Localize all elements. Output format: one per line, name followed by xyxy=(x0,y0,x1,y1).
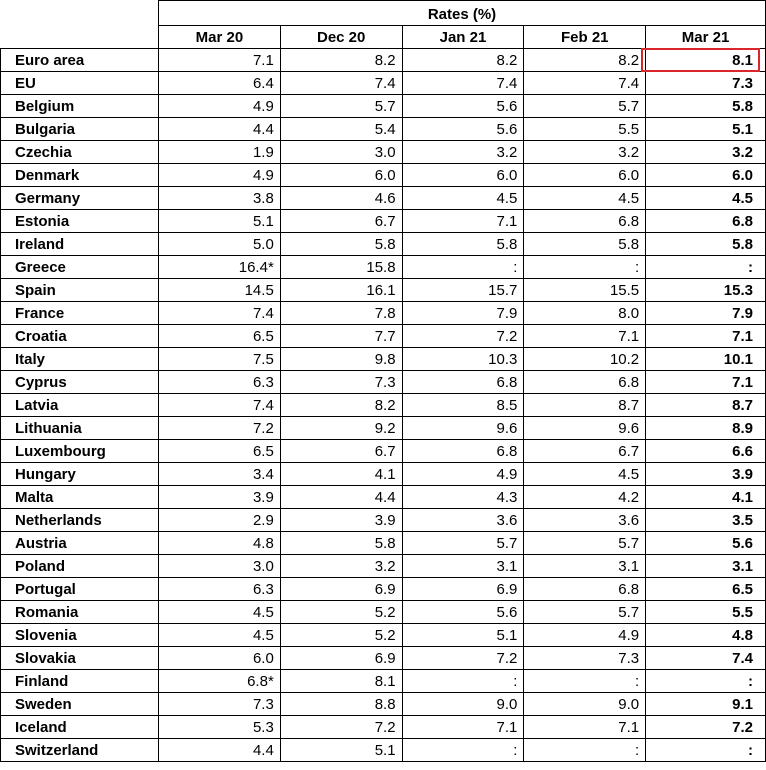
rate-cell: 7.7 xyxy=(280,325,402,348)
rate-cell: : xyxy=(524,670,646,693)
rate-cell: 7.2 xyxy=(646,716,766,739)
rate-cell: 5.1 xyxy=(646,118,766,141)
rate-cell: 3.2 xyxy=(524,141,646,164)
table-row xyxy=(1,670,766,693)
rate-cell: 7.1 xyxy=(524,716,646,739)
country-label: Luxembourg xyxy=(1,440,159,463)
rate-cell: 5.1 xyxy=(402,624,524,647)
table-row xyxy=(1,601,766,624)
rate-cell: 7.3 xyxy=(524,647,646,670)
table-row xyxy=(1,256,766,279)
rate-cell: 6.3 xyxy=(159,578,281,601)
country-label: Malta xyxy=(1,486,159,509)
rate-cell: 7.4 xyxy=(280,72,402,95)
rate-cell: 7.4 xyxy=(646,647,766,670)
rate-cell: 7.1 xyxy=(402,210,524,233)
rate-cell: 2.9 xyxy=(159,509,281,532)
rate-cell: 8.1 xyxy=(280,670,402,693)
rate-cell: 16.1 xyxy=(280,279,402,302)
rate-cell: 4.4 xyxy=(280,486,402,509)
rate-cell: : xyxy=(646,670,766,693)
rate-cell: 6.9 xyxy=(402,578,524,601)
table-row xyxy=(1,72,766,95)
table-row xyxy=(1,739,766,762)
rate-cell: 5.8 xyxy=(646,233,766,256)
rate-cell: 15.5 xyxy=(524,279,646,302)
rate-cell: 7.1 xyxy=(524,325,646,348)
rate-cell: 5.3 xyxy=(159,716,281,739)
table-row xyxy=(1,141,766,164)
country-label: Cyprus xyxy=(1,371,159,394)
rate-cell: 5.8 xyxy=(402,233,524,256)
table-row xyxy=(1,509,766,532)
rate-cell: 8.9 xyxy=(646,417,766,440)
rate-cell: 6.0 xyxy=(646,164,766,187)
rate-cell: 5.8 xyxy=(280,532,402,555)
country-label: Lithuania xyxy=(1,417,159,440)
rate-cell: 5.1 xyxy=(159,210,281,233)
country-label: Euro area xyxy=(1,49,159,72)
rate-cell: 7.1 xyxy=(646,371,766,394)
table-row xyxy=(1,463,766,486)
rate-cell: 4.3 xyxy=(402,486,524,509)
country-label: Hungary xyxy=(1,463,159,486)
column-header: Mar 21 xyxy=(646,26,766,49)
table-row xyxy=(1,532,766,555)
rate-cell: 3.9 xyxy=(159,486,281,509)
rate-cell: 3.5 xyxy=(646,509,766,532)
rate-cell: : xyxy=(646,739,766,762)
rate-cell: 5.7 xyxy=(524,95,646,118)
rate-cell: 5.5 xyxy=(524,118,646,141)
table-row xyxy=(1,279,766,302)
rate-cell: 5.1 xyxy=(280,739,402,762)
rate-cell: 6.7 xyxy=(280,210,402,233)
rate-cell: 5.8 xyxy=(280,233,402,256)
rate-cell: : xyxy=(402,256,524,279)
rate-cell: 5.6 xyxy=(646,532,766,555)
country-label: Netherlands xyxy=(1,509,159,532)
rate-cell: 7.4 xyxy=(159,394,281,417)
rate-cell: 3.1 xyxy=(646,555,766,578)
country-label: Belgium xyxy=(1,95,159,118)
rate-cell: 3.9 xyxy=(646,463,766,486)
country-label: Bulgaria xyxy=(1,118,159,141)
rate-cell: 8.7 xyxy=(524,394,646,417)
rate-cell: 3.6 xyxy=(402,509,524,532)
rate-cell: 5.7 xyxy=(402,532,524,555)
rate-cell: 5.2 xyxy=(280,624,402,647)
rate-cell: 7.1 xyxy=(646,325,766,348)
rate-cell: 5.4 xyxy=(280,118,402,141)
rate-cell: 4.4 xyxy=(159,118,281,141)
rate-cell: 5.7 xyxy=(524,532,646,555)
table-row xyxy=(1,95,766,118)
rate-cell: 9.2 xyxy=(280,417,402,440)
rate-cell: 3.8 xyxy=(159,187,281,210)
rate-cell: 3.1 xyxy=(524,555,646,578)
rate-cell: 3.2 xyxy=(280,555,402,578)
rate-cell: : xyxy=(402,739,524,762)
rate-cell: 7.2 xyxy=(280,716,402,739)
table-row xyxy=(1,233,766,256)
country-label: France xyxy=(1,302,159,325)
rate-cell: 4.1 xyxy=(646,486,766,509)
rate-cell: 9.1 xyxy=(646,693,766,716)
table-row xyxy=(1,49,766,72)
rate-cell: 7.4 xyxy=(159,302,281,325)
rate-cell: 3.2 xyxy=(402,141,524,164)
rate-cell: 5.0 xyxy=(159,233,281,256)
rate-cell: 3.6 xyxy=(524,509,646,532)
rate-cell: : xyxy=(646,256,766,279)
rate-cell: 8.2 xyxy=(280,49,402,72)
country-label: Greece xyxy=(1,256,159,279)
rate-cell: 6.6 xyxy=(646,440,766,463)
table-row xyxy=(1,440,766,463)
rate-cell: 6.8 xyxy=(524,371,646,394)
rate-cell: 4.9 xyxy=(524,624,646,647)
rate-cell: 3.9 xyxy=(280,509,402,532)
country-label: Romania xyxy=(1,601,159,624)
rate-cell: 6.5 xyxy=(159,440,281,463)
table-row xyxy=(1,647,766,670)
rate-cell: : xyxy=(524,739,646,762)
rate-cell: 6.7 xyxy=(280,440,402,463)
rate-cell: 15.7 xyxy=(402,279,524,302)
country-label: Switzerland xyxy=(1,739,159,762)
column-header: Dec 20 xyxy=(280,26,402,49)
rate-cell: 6.8 xyxy=(524,210,646,233)
country-label: Italy xyxy=(1,348,159,371)
country-label: Spain xyxy=(1,279,159,302)
table-row xyxy=(1,578,766,601)
rate-cell: 4.9 xyxy=(159,164,281,187)
country-label: Iceland xyxy=(1,716,159,739)
rate-cell: 6.0 xyxy=(402,164,524,187)
rate-cell: 5.6 xyxy=(402,95,524,118)
rate-cell: 7.9 xyxy=(646,302,766,325)
table-row xyxy=(1,716,766,739)
rate-cell: 8.5 xyxy=(402,394,524,417)
table-row xyxy=(1,417,766,440)
country-label: Portugal xyxy=(1,578,159,601)
country-label: Sweden xyxy=(1,693,159,716)
table-row xyxy=(1,693,766,716)
country-label: Slovakia xyxy=(1,647,159,670)
rate-cell: 5.6 xyxy=(402,601,524,624)
rate-cell: 14.5 xyxy=(159,279,281,302)
country-label: Slovenia xyxy=(1,624,159,647)
rate-cell: 3.4 xyxy=(159,463,281,486)
rate-cell: 7.1 xyxy=(402,716,524,739)
rate-cell: 7.3 xyxy=(646,72,766,95)
table-row xyxy=(1,210,766,233)
rate-cell: 8.2 xyxy=(402,49,524,72)
rate-cell: 6.9 xyxy=(280,647,402,670)
column-header: Jan 21 xyxy=(402,26,524,49)
rate-cell: 4.9 xyxy=(159,95,281,118)
rate-cell: 4.5 xyxy=(524,463,646,486)
country-label: Croatia xyxy=(1,325,159,348)
rate-cell: 4.5 xyxy=(402,187,524,210)
rate-cell: 4.8 xyxy=(159,532,281,555)
rate-cell: 7.4 xyxy=(402,72,524,95)
table-row xyxy=(1,325,766,348)
rate-cell: 4.5 xyxy=(646,187,766,210)
rate-cell: 3.2 xyxy=(646,141,766,164)
rate-cell: 7.2 xyxy=(159,417,281,440)
rate-cell: : xyxy=(524,256,646,279)
country-label: Finland xyxy=(1,670,159,693)
rate-cell: 7.8 xyxy=(280,302,402,325)
rate-cell: 4.6 xyxy=(280,187,402,210)
rate-cell: 7.3 xyxy=(280,371,402,394)
table-row xyxy=(1,164,766,187)
rate-cell: 7.5 xyxy=(159,348,281,371)
rate-cell: 3.0 xyxy=(159,555,281,578)
rate-cell: 6.8 xyxy=(524,578,646,601)
rate-cell: 5.8 xyxy=(524,233,646,256)
rate-cell: 3.0 xyxy=(280,141,402,164)
rate-cell: 5.8 xyxy=(646,95,766,118)
rate-cell: 15.3 xyxy=(646,279,766,302)
rate-cell: 5.7 xyxy=(280,95,402,118)
rate-cell: 3.1 xyxy=(402,555,524,578)
country-label: Estonia xyxy=(1,210,159,233)
rate-cell: 8.0 xyxy=(524,302,646,325)
column-header: Mar 20 xyxy=(159,26,281,49)
rate-cell: 9.6 xyxy=(402,417,524,440)
rate-cell: 4.5 xyxy=(159,601,281,624)
table-row xyxy=(1,371,766,394)
rate-cell: 4.4 xyxy=(159,739,281,762)
rate-cell: 7.2 xyxy=(402,647,524,670)
rate-cell: 6.0 xyxy=(280,164,402,187)
table-row xyxy=(1,555,766,578)
table-row xyxy=(1,486,766,509)
rate-cell: 10.1 xyxy=(646,348,766,371)
rate-cell: 6.3 xyxy=(159,371,281,394)
country-label: Ireland xyxy=(1,233,159,256)
rate-cell: 4.9 xyxy=(402,463,524,486)
rate-cell: 4.5 xyxy=(524,187,646,210)
rate-cell: 6.0 xyxy=(159,647,281,670)
table-row xyxy=(1,624,766,647)
rate-cell: 5.6 xyxy=(402,118,524,141)
country-label: Germany xyxy=(1,187,159,210)
rate-cell: 4.8 xyxy=(646,624,766,647)
rate-cell: 5.2 xyxy=(280,601,402,624)
rate-cell: 6.5 xyxy=(646,578,766,601)
rate-cell: 6.8* xyxy=(159,670,281,693)
rate-cell: 8.1 xyxy=(646,49,766,72)
rate-cell: 8.8 xyxy=(280,693,402,716)
table-row xyxy=(1,118,766,141)
country-label: Poland xyxy=(1,555,159,578)
country-label: Denmark xyxy=(1,164,159,187)
rate-cell: 9.8 xyxy=(280,348,402,371)
country-label: Austria xyxy=(1,532,159,555)
rate-cell: 6.5 xyxy=(159,325,281,348)
rate-cell: 15.8 xyxy=(280,256,402,279)
rate-cell: 4.2 xyxy=(524,486,646,509)
table-row xyxy=(1,302,766,325)
rate-cell: 6.8 xyxy=(402,371,524,394)
rate-cell: 7.9 xyxy=(402,302,524,325)
rates-group-header: Rates (%) xyxy=(159,1,766,26)
rate-cell: 8.2 xyxy=(524,49,646,72)
rate-cell: 7.1 xyxy=(159,49,281,72)
rate-cell: : xyxy=(402,670,524,693)
rate-cell: 9.0 xyxy=(402,693,524,716)
table-row xyxy=(1,348,766,371)
table-row xyxy=(1,187,766,210)
rate-cell: 6.4 xyxy=(159,72,281,95)
column-header: Feb 21 xyxy=(524,26,646,49)
rate-cell: 5.7 xyxy=(524,601,646,624)
rate-cell: 7.2 xyxy=(402,325,524,348)
rate-cell: 4.5 xyxy=(159,624,281,647)
rate-cell: 9.6 xyxy=(524,417,646,440)
rate-cell: 9.0 xyxy=(524,693,646,716)
rate-cell: 16.4* xyxy=(159,256,281,279)
rate-cell: 7.3 xyxy=(159,693,281,716)
rate-cell: 7.4 xyxy=(524,72,646,95)
rate-cell: 10.3 xyxy=(402,348,524,371)
rate-cell: 6.8 xyxy=(402,440,524,463)
rate-cell: 6.0 xyxy=(524,164,646,187)
country-label: Latvia xyxy=(1,394,159,417)
country-label: Czechia xyxy=(1,141,159,164)
rate-cell: 6.9 xyxy=(280,578,402,601)
table-row xyxy=(1,394,766,417)
country-label: EU xyxy=(1,72,159,95)
rate-cell: 1.9 xyxy=(159,141,281,164)
rate-cell: 6.8 xyxy=(646,210,766,233)
rate-cell: 10.2 xyxy=(524,348,646,371)
rate-cell: 4.1 xyxy=(280,463,402,486)
rate-cell: 6.7 xyxy=(524,440,646,463)
rate-cell: 8.2 xyxy=(280,394,402,417)
rate-cell: 5.5 xyxy=(646,601,766,624)
rate-cell: 8.7 xyxy=(646,394,766,417)
